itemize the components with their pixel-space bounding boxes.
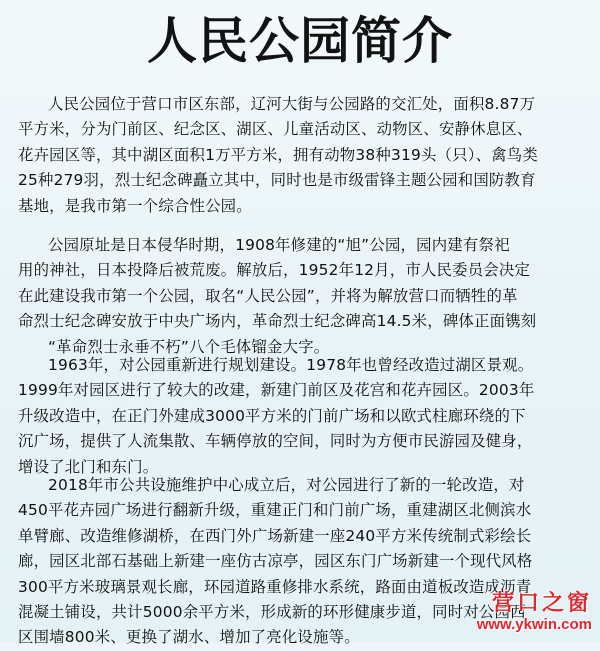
paragraph-history (18, 233, 584, 360)
text-line: 在此建设我市第一个公园，取名“人民公园”，并将为解放营口而牺牲的革 (18, 286, 518, 305)
watermark-logo: 营口之窗 (491, 591, 592, 616)
text-line: 混凝土铺设，共计5000余平方米，形成新的环形健康步道，同时对公园西 (18, 603, 526, 622)
page-title: 人民公园简介 (147, 12, 453, 70)
site-watermark (452, 592, 592, 634)
paragraph-intro (18, 92, 584, 219)
text-line: 300平方米玻璃景观长廊，环园道路重修排水系统，路面由道板改造成沥青 (18, 577, 532, 596)
text-line: 人民公园位于营口市区东部，辽河大街与公园路的交汇处，面积8.87万 (48, 95, 536, 113)
text-line: 1963年，对公园重新进行规划建设。1978年也曾经改造过湖区景观。 (48, 356, 534, 374)
text-line: 命烈士纪念碑安放于中央广场内，革命烈士纪念碑高14.5米，碑体正面镌刻 (18, 312, 537, 331)
text-line: 公园原址是日本侵华时期，1908年修建的“旭”公园，园内建有祭祀 (48, 236, 510, 254)
text-line: 2018年市公共设施维护中心成立后，对公园进行了新的一轮改造，对 (48, 476, 525, 494)
text-line: 平方米，分为门前区、纪念区、湖区、儿童活动区、动物区、安静休息区、 (18, 120, 533, 139)
text-line: 450平花卉园广场进行翻新升级，重建正门和门前广场，重建湖区北侧滨水 (18, 501, 532, 520)
text-line: 基地，是我市第一个综合性公园。 (18, 196, 252, 215)
text-line: 25种279羽，烈士纪念碑矗立其中，同时也是市级雷锋主题公园和国防教育 (18, 171, 536, 190)
text-line: 廊，园区北部石基础上新建一座仿古凉亭，园区东门广场新建一个现代风格 (18, 552, 533, 571)
text-line: 单臂廊、改造维修湖桥，在西门外广场新建一座240平方米传统制式彩绘长 (18, 526, 532, 545)
text-line: 花卉园区等，其中湖区面积1万平方米，拥有动物38种319头（只）、禽鸟类 (18, 145, 538, 164)
text-line: 用的神社，日本投降后被荒废。解放后，1952年12月，市人民委员会决定 (18, 261, 531, 280)
text-line: 升级改造中，在正门外建成3000平方米的门前广场和以欧式柱廊环绕的下 (18, 406, 526, 425)
text-line: 1999年对园区进行了较大的改建，新建门前区及花宫和花卉园区。2003年 (18, 381, 535, 400)
text-line: 沉广场，提供了人流集散、车辆停放的空间，同时为方便市民游园及健身， (18, 432, 533, 451)
text-line: 增设了北门和东门。 (18, 457, 159, 476)
paragraph-renovation-1963 (18, 353, 584, 480)
text-line: “革命烈士永垂不朽”八个毛体镏金大字。 (48, 337, 330, 356)
watermark-url: www.ykwin.com (476, 616, 592, 633)
text-line: 区围墙800米、更换了湖水、增加了亮化设施等。 (18, 628, 360, 647)
